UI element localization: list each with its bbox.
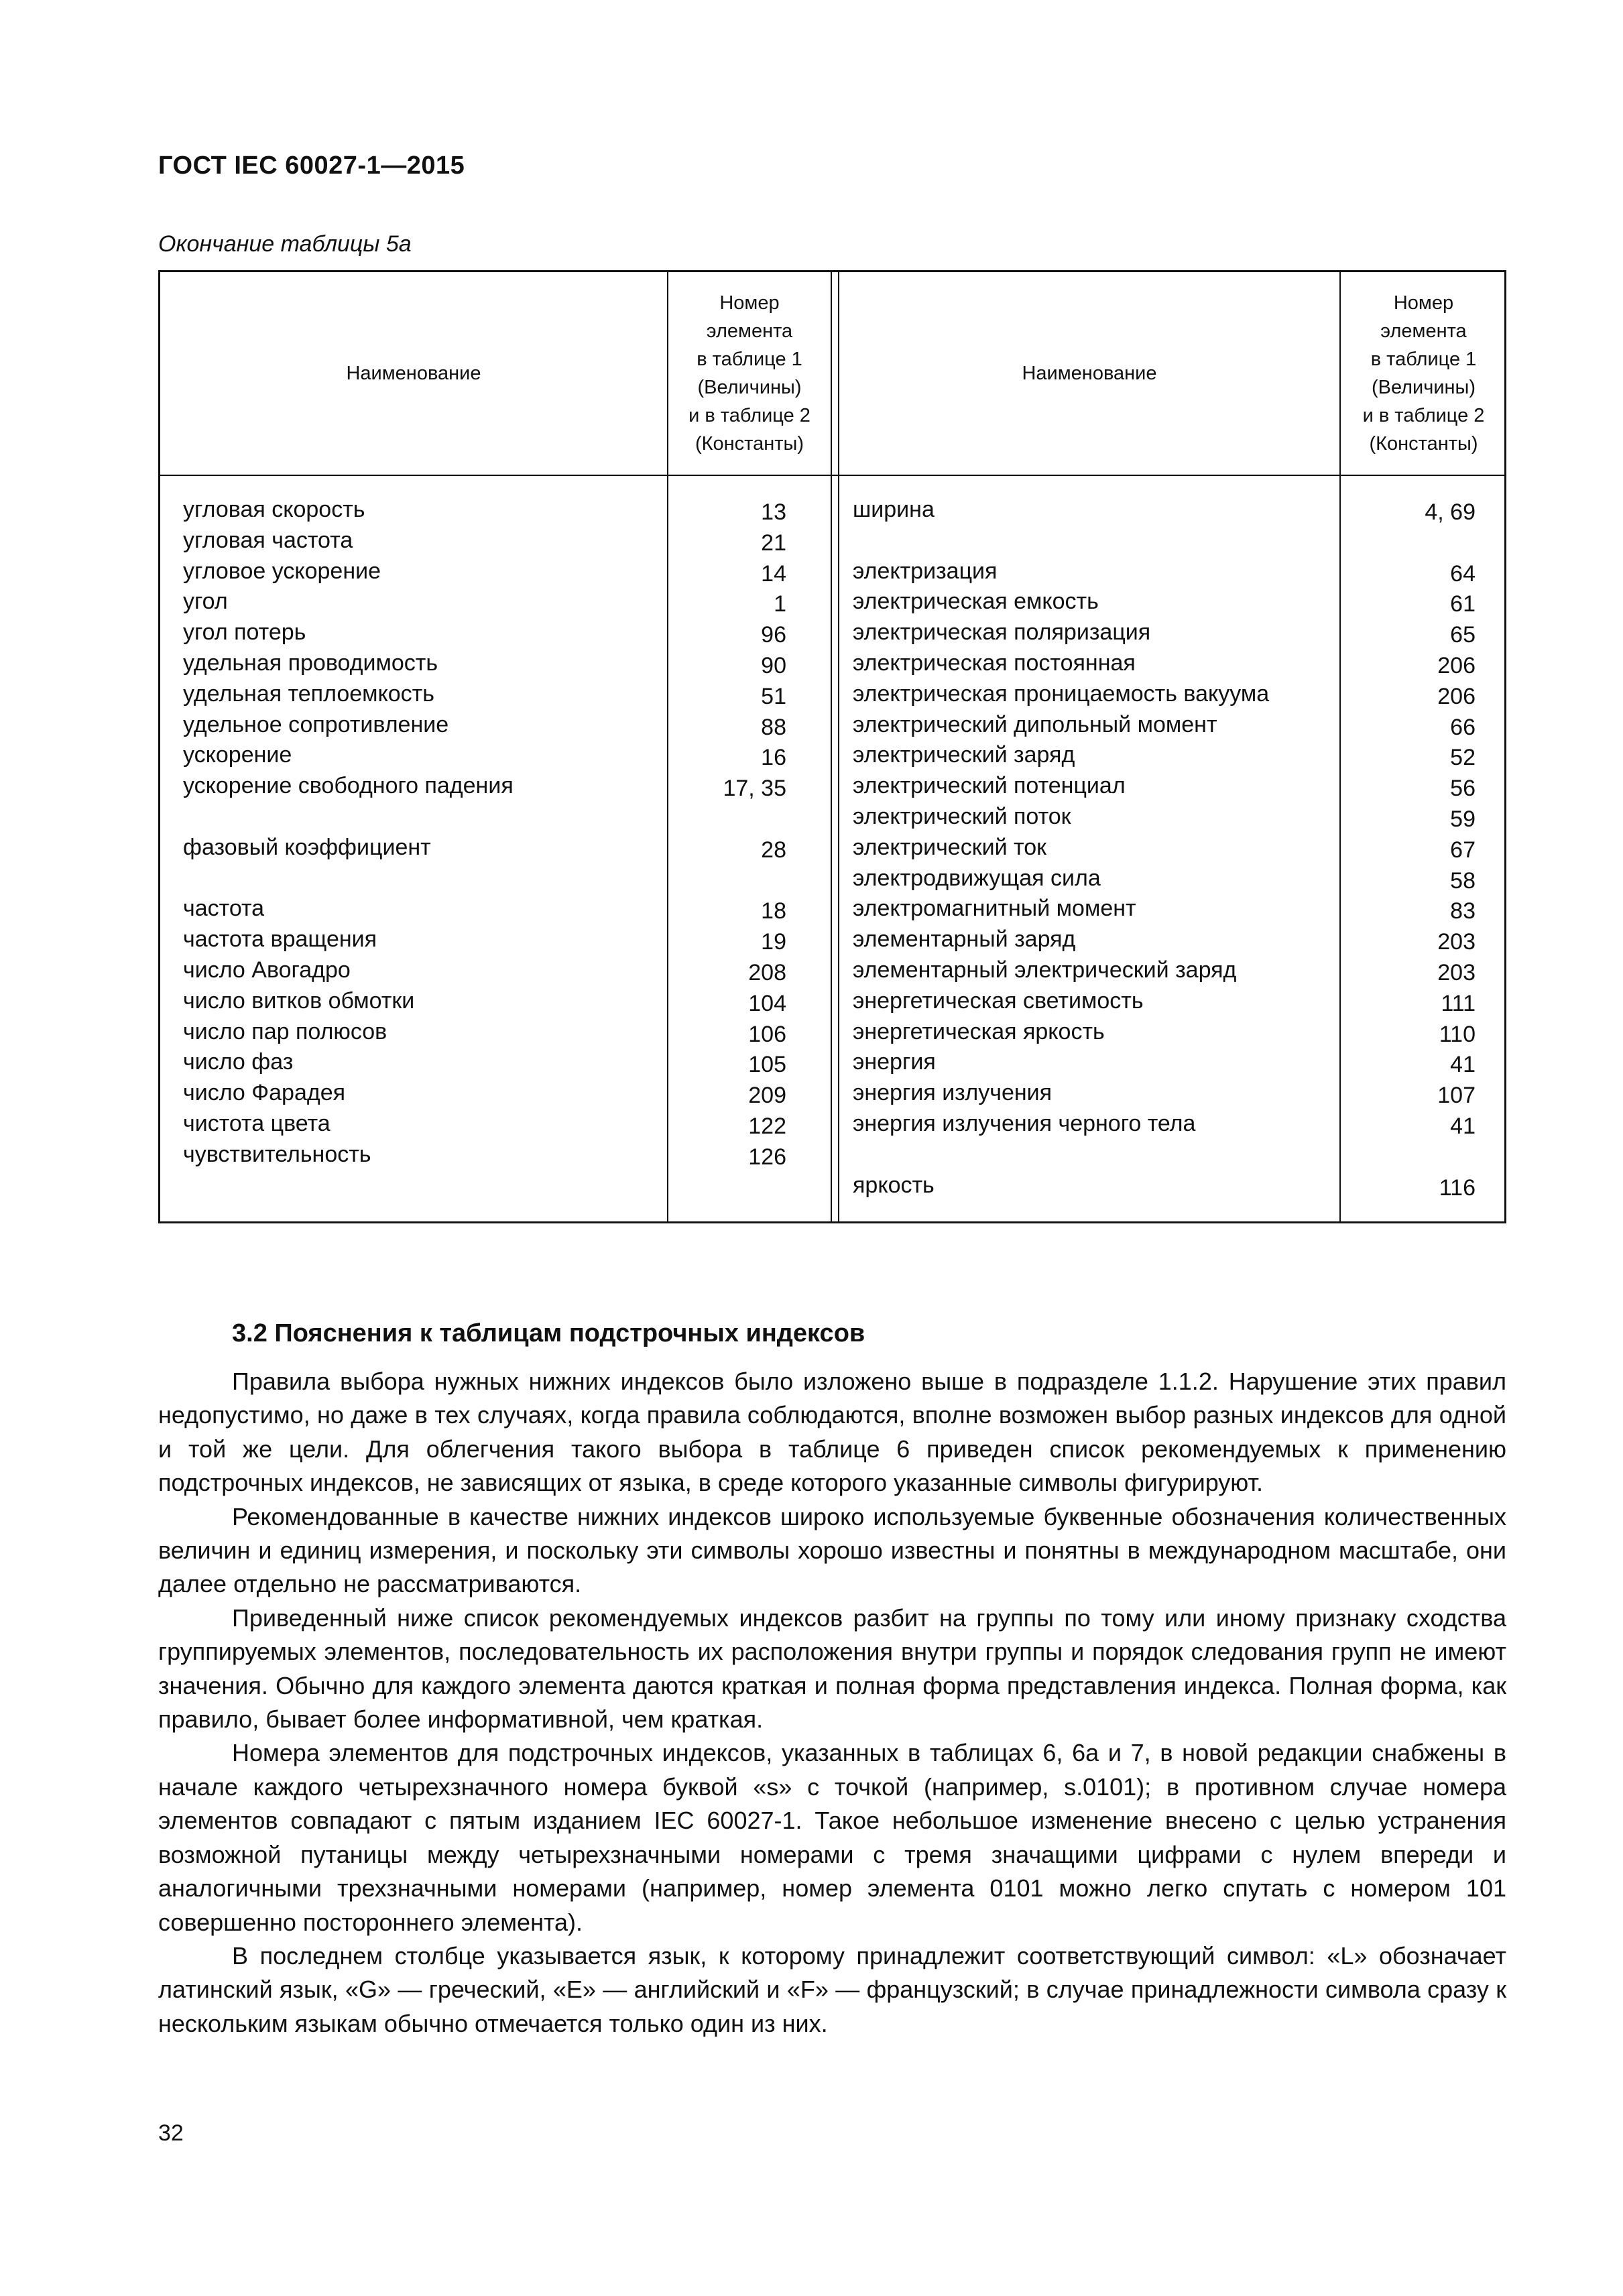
table-cell-name: число Фарадея — [183, 1080, 346, 1106]
table-cell-name: электрический заряд — [853, 742, 1075, 768]
table-cell-name: электризация — [853, 558, 998, 584]
header-name-left-text: Наименование — [346, 363, 481, 384]
table-cell-name: частота вращения — [183, 926, 377, 953]
table-cell-number: 116 — [1439, 1174, 1476, 1201]
header-name-right — [839, 272, 1339, 475]
table-cell-name — [853, 526, 1335, 556]
table-cell-number: 56 — [1450, 776, 1476, 802]
table-cell-name — [183, 863, 652, 894]
table-cell-number: 1 — [774, 591, 786, 617]
table-cell-number: 28 — [761, 837, 786, 863]
header-name-left — [160, 272, 667, 475]
table-cell-name: угол потерь — [183, 619, 306, 646]
table-cell-number: 88 — [761, 714, 786, 740]
table-cell-number: 13 — [761, 499, 786, 525]
table-cell-name: электрический ток — [853, 834, 1046, 860]
table-cell-name: электромагнитный момент — [853, 896, 1136, 922]
table-cell-name: угол — [183, 589, 228, 615]
paragraph: Приведенный ниже список рекомендуемых индексов разбит на группы по тому или иному признаку сходства группируемых элементов, последовательность их расположения внутри группы и порядок следования групп не имеют значения. Обычно для каждого элемента даются краткая и полная форма представления индекса. Полная форма, как правило, бывает более информативной, чем краткая. — [158, 1604, 1506, 1734]
header-number-right-line: и в таблице 2 — [1362, 405, 1485, 426]
table-cell-name: электрический дипольный момент — [853, 711, 1217, 737]
table-cell-name: частота — [183, 896, 265, 922]
table-cell-name: электрическая емкость — [853, 589, 1099, 615]
table-cell-name: элементарный заряд — [853, 926, 1076, 953]
table-cell-name: энергетическая яркость — [853, 1018, 1105, 1044]
table-cell-number: 41 — [1450, 1052, 1476, 1078]
table-cell-name: электрическая проницаемость вакуума — [853, 680, 1270, 707]
table-cell-number: 65 — [1450, 622, 1476, 648]
table-cell-name: ускорение — [183, 742, 292, 768]
header-number-left-line: Номер — [719, 292, 780, 314]
table-cell-number: 14 — [761, 560, 786, 587]
table-cell-number: 67 — [1450, 837, 1476, 863]
table-cell-name: угловое ускорение — [183, 558, 381, 584]
table-cell-name: число витков обмотки — [183, 987, 415, 1014]
table-cell-number: 105 — [748, 1052, 786, 1078]
table-cell-name: угловая частота — [183, 527, 353, 553]
table-cell-number: 83 — [1450, 898, 1476, 924]
header-number-left — [668, 272, 831, 475]
header-number-right-line: в таблице 1 — [1370, 349, 1477, 370]
table-cell-number: 66 — [1450, 714, 1476, 740]
document-header: ГОСТ IEC 60027-1—2015 — [158, 152, 465, 180]
left-names-column — [183, 495, 652, 1170]
header-number-left-line: и в таблице 2 — [688, 405, 810, 426]
table-cell-name — [853, 1140, 1335, 1170]
table-cell-number: 203 — [1437, 929, 1476, 955]
table-cell-number — [668, 802, 786, 833]
table-cell-number: 96 — [761, 622, 786, 648]
table-cell-number: 110 — [1439, 1021, 1476, 1047]
paragraph: Номера элементов для подстрочных индексов, указанных в таблицах 6, 6а и 7, в новой редакции снабжены в начале каждого четырехзначного номера буквой «s» с точкой (например, s.0101); в противном случае номера элементов совпадают с пятым изданием IEC 60027-1. Такое небольшое изменение внесено с целью устранения возможной путаницы между четырехзначными номерами с тремя значащими цифрами с нулем впереди и аналогичными трехзначными номерами (например, номер элемента 0101 можно легко спутать с номером 101 совершенно постороннего элемента). — [158, 1739, 1506, 1936]
right-numbers-column — [1341, 495, 1476, 1201]
header-number-right-line: (Константы) — [1369, 433, 1478, 455]
paragraph: Рекомендованные в качестве нижних индексов широко используемые буквенные обозначения количественных величин и единиц измерения, и поскольку эти символы хорошо известны и понятны в международном масштабе, они далее отдельно не рассматриваются. — [158, 1502, 1506, 1598]
table-cell-number — [1341, 526, 1476, 556]
header-number-right-line: Номер — [1393, 292, 1454, 314]
table-cell-name: чистота цвета — [183, 1110, 330, 1136]
table-cell-number: 59 — [1450, 806, 1476, 832]
table-cell-number: 106 — [748, 1021, 786, 1047]
section-body — [158, 1365, 1506, 2041]
table-cell-number: 41 — [1450, 1113, 1476, 1139]
table-cell-number: 107 — [1437, 1083, 1476, 1109]
table-cell-name: электрическая поляризация — [853, 619, 1151, 646]
table-cell-name: угловая скорость — [183, 497, 365, 522]
table-cell-number: 4, 69 — [1425, 499, 1476, 525]
paragraph: В последнем столбце указывается язык, к которому принадлежит соответствующий символ: «L» обозначает латинский язык, «G» — греческий, «E» — английский и «F» — французский; в случае принадлежности символа сразу к нескольким языкам обычно отмечается только один из них. — [158, 1941, 1506, 2037]
table-cell-name: чувствительность — [183, 1141, 371, 1167]
table-cell-name: элементарный электрический заряд — [853, 957, 1237, 983]
header-number-left-line: (Константы) — [695, 433, 804, 455]
table-cell-name: удельная теплоемкость — [183, 680, 434, 707]
right-names-column — [853, 495, 1335, 1201]
table-cell-number: 206 — [1437, 683, 1476, 709]
table-cell-number: 206 — [1437, 652, 1476, 678]
table-cell-number: 52 — [1450, 745, 1476, 771]
table-caption: Окончание таблицы 5а — [158, 231, 412, 257]
table-cell-number: 208 — [748, 959, 786, 985]
table-cell-number: 18 — [761, 898, 786, 924]
page-number: 32 — [158, 2120, 184, 2146]
table-cell-name: энергия излучения черного тела — [853, 1110, 1196, 1136]
table-cell-name: ширина — [853, 497, 935, 522]
table-cell-number: 16 — [761, 745, 786, 771]
column-divider — [831, 272, 832, 1221]
table-cell-number: 51 — [761, 683, 786, 709]
table-cell-name: электрический поток — [853, 803, 1071, 829]
table-cell-name: электрическая постоянная — [853, 650, 1136, 676]
table-cell-name: электрический потенциал — [853, 773, 1126, 799]
table-cell-name: число пар полюсов — [183, 1018, 387, 1044]
subscript-table — [158, 270, 1506, 1223]
header-number-left-line: в таблице 1 — [697, 349, 802, 370]
table-cell-name: удельное сопротивление — [183, 711, 449, 737]
header-number-left-line: (Величины) — [697, 377, 802, 398]
table-cell-name: число Авогадро — [183, 957, 351, 983]
header-number-left-line: элемента — [706, 320, 793, 342]
header-number-right-line: (Величины) — [1371, 377, 1476, 398]
table-cell-number: 111 — [1441, 990, 1476, 1016]
table-cell-number: 203 — [1437, 959, 1476, 985]
table-cell-name: энергия — [853, 1049, 936, 1075]
table-cell-number: 21 — [761, 530, 786, 556]
table-cell-number: 17, 35 — [723, 776, 786, 802]
header-number-right — [1341, 272, 1506, 475]
table-cell-name: число фаз — [183, 1049, 294, 1075]
table-cell-number — [1341, 1140, 1476, 1170]
table-cell-number — [668, 863, 786, 894]
header-divider — [160, 475, 1504, 476]
table-cell-number: 19 — [761, 929, 786, 955]
table-cell-number: 122 — [748, 1113, 786, 1139]
table-cell-number: 64 — [1450, 560, 1476, 587]
table-cell-name — [183, 802, 652, 833]
table-cell-name: электродвижущая сила — [853, 865, 1101, 891]
section-heading: 3.2 Пояснения к таблицам подстрочных индексов — [232, 1319, 865, 1347]
table-cell-number: 61 — [1450, 591, 1476, 617]
paragraph: Правила выбора нужных нижних индексов было изложено выше в подразделе 1.1.2. Нарушение этих правил недопустимо, но даже в тех случаях, когда правила соблюдаются, вполне возможен выбор разных индексов для одной и той же цели. Для облегчения такого выбора в таблице 6 приведен список рекомендуемых к применению подстрочных индексов, не зависящих от языка, в среде которого указанные символы фигурируют. — [158, 1368, 1506, 1497]
table-cell-name: фазовый коэффициент — [183, 834, 431, 860]
table-cell-name: энергия излучения — [853, 1080, 1053, 1106]
table-cell-number: 209 — [748, 1083, 786, 1109]
table-cell-number: 90 — [761, 652, 786, 678]
left-numbers-column — [668, 495, 786, 1170]
header-name-right-text: Наименование — [1022, 363, 1157, 384]
table-cell-name: ускорение свободного падения — [183, 773, 514, 799]
table-cell-name: удельная проводимость — [183, 650, 438, 676]
table-cell-number: 58 — [1450, 867, 1476, 894]
header-number-right-line: элемента — [1380, 320, 1467, 342]
table-cell-name: энергетическая светимость — [853, 987, 1144, 1014]
table-cell-number: 104 — [748, 990, 786, 1016]
table-cell-name: яркость — [853, 1172, 935, 1198]
table-cell-number: 126 — [748, 1144, 786, 1170]
